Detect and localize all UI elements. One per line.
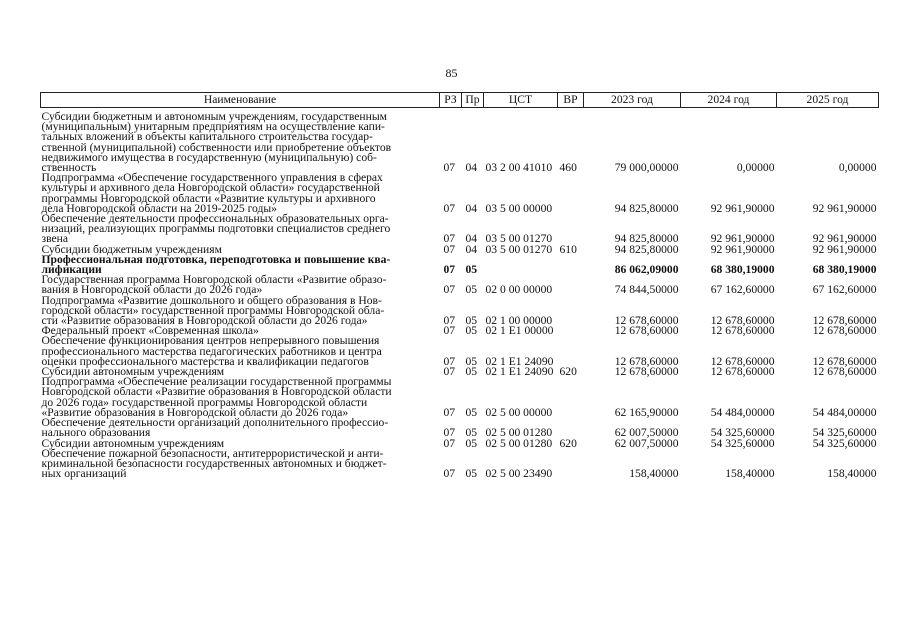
cell-2025: 68 380,19000: [812, 263, 877, 277]
cell-name: [41, 418, 440, 438]
cell-name-line: Государственная программа Новгородской области «Развитие образо-: [41, 273, 387, 287]
cell-2025: 92 961,90000: [812, 242, 877, 256]
cell-cst: 02 5 00 01280: [485, 436, 553, 450]
cell-2024: 68 380,19000: [710, 263, 775, 277]
cell-2024: 92 961,90000: [710, 242, 775, 256]
cell-pr: 05: [465, 263, 478, 277]
cell-name-line: ственной (муниципальной) собственности или приобретение объектов: [41, 140, 392, 154]
cell-2024: 54 484,00000: [710, 405, 775, 419]
cell-cst: 02 5 00 23490: [485, 467, 553, 481]
cell-name: [41, 293, 440, 328]
cell-pr: 05: [465, 365, 478, 379]
cell-name-line: Подпрограмма «Обеспечение реализации государственной программы: [41, 375, 392, 389]
table-row: [41, 418, 879, 438]
cell-name-line: ственность: [41, 161, 97, 175]
cell-2023: 62 007,50000: [614, 436, 679, 450]
table-row: [41, 173, 879, 214]
header-2025: 2025 год: [777, 93, 879, 108]
table-header-row: [41, 93, 879, 108]
cell-vr: [558, 296, 584, 327]
cell-2023: 62 165,90000: [614, 405, 679, 419]
cell-rz: 07: [443, 283, 456, 297]
cell-2023: 79 000,00000: [614, 161, 679, 175]
header-rz: РЗ: [440, 93, 462, 108]
cell-2024: 158,40000: [725, 467, 775, 481]
cell-2024: 92 961,90000: [710, 232, 775, 246]
cell-name-line: Обеспечение деятельности организаций дополнительного профессио-: [41, 416, 389, 430]
cell-2024: 54 325,60000: [710, 426, 775, 440]
cell-vr: [558, 275, 584, 295]
table-row: [41, 377, 879, 418]
cell-2024: 12 678,60000: [710, 365, 775, 379]
cell-name: [41, 336, 440, 367]
cell-2025: 12 678,60000: [812, 354, 877, 368]
cell-cst: 03 5 00 01270: [485, 232, 553, 246]
cell-2025: 67 162,60000: [812, 283, 877, 297]
header-2023: 2023 год: [584, 93, 681, 108]
cell-name-line: вания в Новгородской области до 2026 года»: [41, 283, 263, 297]
cell-pr: 05: [465, 324, 478, 338]
cell-2024: 12 678,60000: [710, 354, 775, 368]
cell-vr: [558, 377, 584, 418]
cell-cst: 03 5 00 01270: [485, 242, 553, 256]
cell-name-line: звена: [41, 232, 68, 246]
cell-2023: 74 844,50000: [614, 283, 679, 297]
cell-cst: 02 5 00 00000: [485, 405, 553, 419]
cell-rz: 07: [443, 405, 456, 419]
cell-rz: 07: [443, 161, 456, 175]
cell-vr: [558, 255, 584, 275]
cell-vr: [558, 449, 584, 480]
cell-name-line: Субсидии автономным учреждениям: [41, 436, 225, 450]
cell-vr: [558, 173, 584, 214]
header-pr: Пр: [462, 93, 484, 108]
cell-2023: 12 678,60000: [614, 365, 679, 379]
cell-2023: 86 062,09000: [614, 263, 679, 277]
cell-cst: 02 1 E1 00000: [485, 324, 554, 338]
cell-2023: 158,40000: [629, 467, 679, 481]
cell-name-line: низаций, реализующих программы подготовки специалистов среднего: [41, 222, 391, 236]
cell-2025: 54 325,60000: [812, 426, 877, 440]
cell-name-line: Новгородской области «Развитие образования в Новгородской области: [41, 385, 392, 399]
cell-2024: 67 162,60000: [710, 283, 775, 297]
cell-2023: 94 825,80000: [614, 201, 679, 215]
cell-name: [41, 173, 440, 214]
budget-table: [40, 92, 879, 479]
table-row: [41, 449, 879, 480]
cell-name-line: оценки профессионального мастерства и квалификации педагогов: [41, 354, 369, 368]
cell-cst: 02 5 00 01280: [485, 426, 553, 440]
cell-rz: 07: [443, 324, 456, 338]
page-number: 85: [445, 66, 458, 80]
table-row: [41, 336, 879, 367]
cell-2024: 12 678,60000: [710, 314, 775, 328]
cell-vr: 460: [559, 161, 577, 175]
cell-name-line: дела Новгородской области на 2019-2025 годы»: [41, 201, 277, 215]
cell-pr: 05: [465, 467, 478, 481]
cell-2024: 12 678,60000: [710, 324, 775, 338]
cell-rz: 07: [443, 232, 456, 246]
cell-name-line: (муниципальным) унитарным предприятиям на осуществление капи-: [41, 120, 385, 134]
cell-cst: 02 1 00 00000: [485, 314, 553, 328]
cell-name-line: Подпрограмма «Развитие дошкольного и общего образования в Нов-: [41, 293, 382, 307]
cell-2024: 54 325,60000: [710, 436, 775, 450]
cell-name-line: Субсидии бюджетным учреждениям: [41, 242, 222, 256]
cell-name-line: городской области» государственной программы Новгородской обла-: [41, 303, 385, 317]
cell-rz: 07: [443, 436, 456, 450]
table-body: [41, 108, 879, 480]
cell-name-line: программы Новгородской области «Развитие культуры и архивного: [41, 191, 376, 205]
cell-vr: 610: [559, 242, 577, 256]
cell-name: [41, 108, 440, 174]
cell-name: [41, 446, 440, 481]
cell-2023: 12 678,60000: [614, 314, 679, 328]
cell-cst: [484, 255, 558, 275]
cell-2023: 62 007,50000: [614, 426, 679, 440]
cell-pr: 04: [465, 242, 478, 256]
cell-cst: 02 0 00 00000: [485, 283, 553, 297]
cell-name-line: культуры и архивного дела Новгородской области» государственной: [41, 181, 380, 195]
cell-name-line: ных организаций: [41, 467, 127, 481]
cell-name-line: «Развитие образования в Новгородской области до 2026 года»: [41, 405, 349, 419]
table-row: [41, 296, 879, 327]
cell-cst: 03 2 00 41010: [485, 161, 553, 175]
header-vr: ВР: [558, 93, 584, 108]
table-row: [41, 255, 879, 275]
cell-name-line: криминальной безопасности государственных автономных и бюджет-: [41, 456, 387, 470]
cell-pr: 04: [465, 201, 478, 215]
cell-vr: 620: [559, 436, 577, 450]
cell-name: [41, 214, 440, 245]
cell-pr: 04: [465, 161, 478, 175]
cell-name-line: Подпрограмма «Обеспечение государственного управления в сферах: [41, 171, 383, 185]
table-row: [41, 108, 879, 174]
cell-2024: 92 961,90000: [710, 201, 775, 215]
cell-2025: 12 678,60000: [812, 365, 877, 379]
cell-name-line: Профессиональная подготовка, переподготовка и повышение ква-: [41, 252, 391, 266]
table-row: [41, 214, 879, 245]
cell-2023: 12 678,60000: [614, 324, 679, 338]
cell-rz: 07: [443, 467, 456, 481]
cell-vr: [558, 326, 584, 336]
cell-rz: 07: [443, 365, 456, 379]
cell-pr: 05: [465, 426, 478, 440]
cell-2023: 94 825,80000: [614, 232, 679, 246]
cell-2025: 12 678,60000: [812, 324, 877, 338]
cell-2025: 0,00000: [838, 161, 877, 175]
cell-rz: 07: [443, 354, 456, 368]
cell-rz: 07: [443, 426, 456, 440]
cell-name-line: Обеспечение деятельности профессиональных образовательных орга-: [41, 212, 389, 226]
header-2024: 2024 год: [681, 93, 777, 108]
cell-2025: 92 961,90000: [812, 232, 877, 246]
cell-vr: [558, 336, 584, 367]
cell-cst: 02 1 E1 24090: [485, 365, 554, 379]
cell-name-line: нального образования: [41, 426, 151, 440]
cell-rz: 07: [443, 242, 456, 256]
cell-name-line: лификации: [41, 263, 102, 277]
cell-rz: 07: [443, 201, 456, 215]
cell-vr: 620: [559, 365, 577, 379]
cell-2025: 54 484,00000: [812, 405, 877, 419]
cell-2025: 54 325,60000: [812, 436, 877, 450]
cell-rz: 07: [443, 314, 456, 328]
cell-2023: 12 678,60000: [614, 354, 679, 368]
cell-name-line: Обеспечение пожарной безопасности, антитеррористической и анти-: [41, 446, 384, 460]
cell-2024: 0,00000: [736, 161, 775, 175]
cell-rz: 07: [443, 263, 456, 277]
cell-name-line: Обеспечение функционирования центров непрерывного повышения: [41, 334, 380, 348]
cell-pr: 05: [465, 283, 478, 297]
cell-name-line: сти «Развитие образования в Новгородской области до 2026 года»: [41, 314, 368, 328]
cell-name-line: Субсидии бюджетным и автономным учреждениям, государственным: [41, 110, 387, 123]
cell-name-line: тальных вложений в объекты капитального строительства государ-: [41, 130, 373, 144]
cell-name-line: Субсидии автономным учреждениям: [41, 365, 225, 379]
cell-2025: 92 961,90000: [812, 201, 877, 215]
header-cst: ЦСТ: [484, 93, 558, 108]
cell-vr: [558, 418, 584, 438]
cell-name-line: профессионального мастерства педагогических работников и центра: [41, 344, 382, 358]
cell-pr: 05: [465, 314, 478, 328]
header-name: Наименование: [41, 93, 440, 108]
cell-2025: 12 678,60000: [812, 314, 877, 328]
cell-pr: 05: [465, 436, 478, 450]
cell-pr: 05: [465, 405, 478, 419]
table-row: [41, 275, 879, 295]
cell-name: [41, 252, 440, 277]
cell-vr: [558, 214, 584, 245]
cell-cst: 03 5 00 00000: [485, 201, 553, 215]
cell-pr: 04: [465, 232, 478, 246]
cell-2025: 158,40000: [827, 467, 877, 481]
cell-pr: 05: [465, 354, 478, 368]
cell-name-line: Федеральный проект «Современная школа»: [41, 324, 259, 338]
cell-name-line: до 2026 года» государственной программы Новгородской области: [41, 395, 368, 409]
cell-name: [41, 275, 440, 295]
cell-cst: 02 1 E1 24090: [485, 354, 554, 368]
cell-name: [41, 377, 440, 418]
cell-2023: 94 825,80000: [614, 242, 679, 256]
cell-name-line: недвижимого имущества в государственную (муниципальную) соб-: [41, 150, 377, 164]
